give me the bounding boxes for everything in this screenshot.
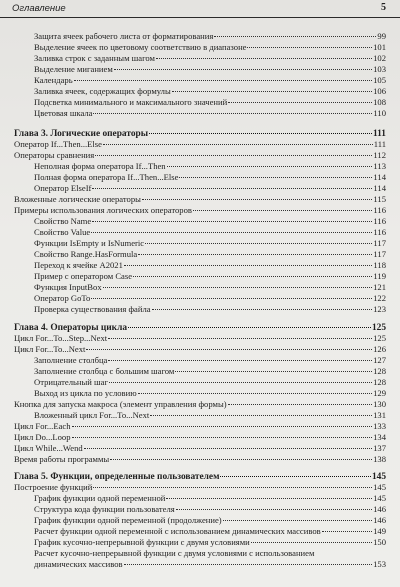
dot-leader bbox=[95, 154, 372, 156]
toc-entry bbox=[14, 432, 386, 443]
toc-entry-title: Подсветка минимального и максимального значений bbox=[34, 97, 228, 107]
toc-entry-title: Вложенные логические операторы bbox=[14, 194, 141, 204]
toc-entry-title: Глава 4. Операторы цикла bbox=[14, 323, 128, 333]
toc-entry-page-number: 128 bbox=[373, 377, 386, 387]
toc-entry bbox=[34, 227, 386, 238]
toc-entry-title: Свойство Name bbox=[34, 216, 92, 226]
toc-entry-title: Полная форма оператора If...Then...Else bbox=[34, 172, 179, 182]
toc-entry-title: Выделение ячеек по цветовому соответствию в диапазоне bbox=[34, 42, 247, 52]
toc-entry bbox=[34, 515, 386, 526]
toc-entry-title: Заливка строк с заданным шагом bbox=[34, 53, 155, 63]
toc-entry-page-number: 123 bbox=[373, 304, 386, 314]
dot-leader bbox=[103, 286, 372, 288]
toc-entry-title: Глава 3. Логические операторы bbox=[14, 129, 149, 139]
toc-entry-page-number: 125 bbox=[373, 333, 386, 343]
toc-entry bbox=[34, 64, 386, 75]
dot-leader bbox=[84, 447, 372, 449]
toc-entry bbox=[34, 377, 386, 388]
toc-entry-page-number: 115 bbox=[373, 194, 386, 204]
toc-entry bbox=[34, 537, 386, 548]
toc-entry-page-number: 108 bbox=[373, 97, 386, 107]
toc-entry-page-number: 150 bbox=[373, 537, 386, 547]
toc-entry-title: График функции одной переменной bbox=[34, 493, 166, 503]
toc-entry bbox=[34, 75, 386, 86]
toc-entry-page-number: 128 bbox=[373, 366, 386, 376]
toc-entry-page-number: 153 bbox=[373, 559, 386, 569]
toc-entry-title: Вложенный цикл For...To...Next bbox=[34, 410, 150, 420]
toc-entry-title: Глава 5. Функции, определенные пользователем bbox=[14, 472, 220, 482]
dot-leader bbox=[124, 563, 373, 565]
toc-entry-title: Цикл Do...Loop bbox=[14, 432, 71, 442]
toc-entry bbox=[34, 293, 386, 304]
toc-entry-page-number: 138 bbox=[373, 454, 386, 464]
toc-entry-page-number: 121 bbox=[373, 282, 386, 292]
toc-entry-title: Свойство Value bbox=[34, 227, 91, 237]
toc-entry bbox=[34, 388, 386, 399]
toc-entry bbox=[34, 548, 386, 559]
toc-entry-page-number: 111 bbox=[372, 129, 386, 139]
dot-leader bbox=[167, 165, 373, 167]
dot-leader bbox=[93, 486, 372, 488]
toc-entry-title: Цикл For...Each bbox=[14, 421, 71, 431]
dot-leader bbox=[124, 264, 373, 266]
dot-leader bbox=[108, 359, 372, 361]
toc-entry-page-number: 146 bbox=[373, 515, 386, 525]
toc-entry-title: Время работы программы bbox=[14, 454, 110, 464]
toc-entry bbox=[14, 443, 386, 454]
toc-entry-title: Построение функций bbox=[14, 482, 93, 492]
toc-entry-page-number: 114 bbox=[373, 183, 386, 193]
toc-entry bbox=[34, 31, 386, 42]
dot-leader bbox=[72, 425, 373, 427]
toc-entry bbox=[34, 260, 386, 271]
dot-leader bbox=[223, 519, 372, 521]
dot-leader bbox=[110, 458, 372, 460]
toc-entry-title: Оператор ElseIf bbox=[34, 183, 92, 193]
toc-entry-page-number: 118 bbox=[373, 260, 386, 270]
toc-entry-page-number: 146 bbox=[373, 504, 386, 514]
toc-entry-page-number: 106 bbox=[373, 86, 386, 96]
toc-entry-page-number: 137 bbox=[373, 443, 386, 453]
toc-entry-title: Примеры использования логических операторов bbox=[14, 205, 192, 215]
toc-entry-title: Структура кода функции пользователя bbox=[34, 504, 175, 514]
toc-entry-page-number: 113 bbox=[373, 161, 386, 171]
toc-entry-title: динамических массивов bbox=[34, 559, 123, 569]
toc-entry-page-number: 149 bbox=[373, 526, 386, 536]
toc-entry bbox=[34, 42, 386, 53]
toc-entry-title: Цикл For...To...Next bbox=[14, 344, 86, 354]
toc-entry-page-number: 116 bbox=[373, 205, 386, 215]
toc-entry-page-number: 133 bbox=[373, 421, 386, 431]
toc-entry bbox=[34, 504, 386, 515]
dot-leader bbox=[193, 209, 372, 211]
running-header-page-number: 5 bbox=[381, 2, 386, 13]
toc-entry-page-number: 117 bbox=[373, 249, 386, 259]
toc-entry-title: Функции IsEmpty и IsNumeric bbox=[34, 238, 145, 248]
toc-entry bbox=[14, 344, 386, 355]
dot-leader bbox=[220, 475, 370, 477]
dot-leader bbox=[86, 348, 372, 350]
toc-entry-title: Заполнение столбца с большим шагом bbox=[34, 366, 175, 376]
dot-leader bbox=[108, 337, 372, 339]
toc-entry bbox=[14, 205, 386, 216]
dot-leader bbox=[93, 112, 372, 114]
toc-entry-title: Цикл For...To...Step...Next bbox=[14, 333, 108, 343]
toc-entry bbox=[34, 97, 386, 108]
dot-leader bbox=[92, 187, 372, 189]
toc-entry bbox=[34, 216, 386, 227]
toc-entry-title: График функции одной переменной (продолжение) bbox=[34, 515, 222, 525]
dot-leader bbox=[150, 414, 372, 416]
toc-entry-title: Оператор GoTo bbox=[34, 293, 91, 303]
dot-leader bbox=[114, 68, 372, 70]
toc-entry bbox=[34, 559, 386, 570]
dot-leader bbox=[109, 381, 372, 383]
toc-entry bbox=[14, 454, 386, 465]
toc-entry-page-number: 116 bbox=[373, 227, 386, 237]
toc-entry bbox=[14, 194, 386, 205]
toc-entry bbox=[34, 161, 386, 172]
toc-entry bbox=[34, 108, 386, 119]
toc-entry bbox=[14, 482, 386, 493]
toc-entry-page-number: 101 bbox=[373, 42, 386, 52]
dot-leader bbox=[145, 242, 372, 244]
toc-entry-title: Проверка существования файла bbox=[34, 304, 151, 314]
toc-entry-page-number: 129 bbox=[373, 388, 386, 398]
toc-entry-title: Оператор If...Then...Else bbox=[14, 139, 102, 149]
dot-leader bbox=[228, 403, 373, 405]
toc-entry-page-number: 119 bbox=[373, 271, 386, 281]
dot-leader bbox=[92, 220, 372, 222]
toc-entry-page-number: 102 bbox=[373, 53, 386, 63]
toc-entry-page-number: 110 bbox=[373, 108, 386, 118]
toc-entry bbox=[34, 238, 386, 249]
toc-entry bbox=[14, 399, 386, 410]
toc-entry-page-number: 145 bbox=[371, 472, 386, 482]
toc-entry bbox=[14, 333, 386, 344]
toc-entry-title: Выход из цикла по условию bbox=[34, 388, 137, 398]
running-header-title: Оглавление bbox=[12, 3, 66, 14]
toc-entry-page-number: 131 bbox=[373, 410, 386, 420]
toc-entry-title: Кнопка для запуска макроса (элемент управления формы) bbox=[14, 399, 227, 409]
dot-leader bbox=[156, 57, 372, 59]
toc-entry-page-number: 103 bbox=[373, 64, 386, 74]
toc-entry-title: Пример с оператором Case bbox=[34, 271, 133, 281]
toc-entry-page-number: 105 bbox=[373, 75, 386, 85]
toc-entry-title: Заливка ячеек, содержащих формулы bbox=[34, 86, 171, 96]
dot-leader bbox=[138, 253, 372, 255]
toc-entry-title: Цветовая шкала bbox=[34, 108, 93, 118]
toc-entry-page-number: 134 bbox=[373, 432, 386, 442]
toc-entry bbox=[34, 410, 386, 421]
toc-entry-title: Расчет функции одной переменной с использованием динамических массивов bbox=[34, 526, 321, 536]
toc-entry-page-number: 116 bbox=[373, 216, 386, 226]
toc-entry-page-number: 145 bbox=[373, 482, 386, 492]
dot-leader bbox=[91, 231, 372, 233]
toc-entry bbox=[34, 86, 386, 97]
dot-leader bbox=[228, 101, 372, 103]
toc-entry-title: Цикл While...Wend bbox=[14, 443, 83, 453]
dot-leader bbox=[251, 541, 372, 543]
dot-leader bbox=[142, 198, 373, 200]
dot-leader bbox=[149, 132, 372, 134]
toc-entry-page-number: 114 bbox=[373, 172, 386, 182]
toc-entry bbox=[34, 493, 386, 504]
dot-leader bbox=[133, 275, 372, 277]
toc-entry bbox=[14, 139, 386, 150]
dot-leader bbox=[74, 79, 372, 81]
dot-leader bbox=[91, 297, 372, 299]
toc-entry-page-number: 130 bbox=[373, 399, 386, 409]
dot-leader bbox=[72, 436, 373, 438]
toc-entry bbox=[34, 526, 386, 537]
toc-entry-page-number: 122 bbox=[373, 293, 386, 303]
dot-leader bbox=[138, 392, 372, 394]
toc-entry-page-number: 125 bbox=[371, 323, 386, 333]
toc-entry-page-number: 145 bbox=[373, 493, 386, 503]
dot-leader bbox=[166, 497, 372, 499]
toc-entry-title: Свойство Range.HasFormula bbox=[34, 249, 138, 259]
dot-leader bbox=[103, 143, 373, 145]
toc-entry-title: Переход к ячейке A2021 bbox=[34, 260, 123, 270]
toc-entry-page-number: 99 bbox=[377, 31, 386, 41]
toc-entry bbox=[34, 282, 386, 293]
toc-entry bbox=[14, 150, 386, 161]
dot-leader bbox=[179, 176, 372, 178]
dot-leader bbox=[176, 508, 372, 510]
toc-entry bbox=[34, 304, 386, 315]
dot-leader bbox=[247, 46, 372, 48]
toc-entry bbox=[34, 172, 386, 183]
dot-leader bbox=[172, 90, 372, 92]
toc-entry-page-number: 127 bbox=[373, 355, 386, 365]
toc-entry-title: Календарь bbox=[34, 75, 73, 85]
toc-entry bbox=[34, 53, 386, 64]
dot-leader bbox=[175, 370, 372, 372]
toc-entry bbox=[34, 249, 386, 260]
toc-entry-title: График кусочно-непрерывной функции с двумя условиями bbox=[34, 537, 250, 547]
toc-entry bbox=[34, 355, 386, 366]
toc-entry-title: Защита ячеек рабочего листа от форматирования bbox=[34, 31, 214, 41]
toc-entry bbox=[34, 366, 386, 377]
toc-entry-title: Выделение миганием bbox=[34, 64, 113, 74]
toc-entry-title: Неполная форма оператора If...Then bbox=[34, 161, 166, 171]
dot-leader bbox=[322, 530, 372, 532]
toc-entry-title: Отрицательный шаг bbox=[34, 377, 109, 387]
toc-entry bbox=[34, 183, 386, 194]
dot-leader bbox=[128, 326, 371, 328]
toc-entry bbox=[14, 421, 386, 432]
toc-entry-page-number: 126 bbox=[373, 344, 386, 354]
toc-entry-title: Операторы сравнения bbox=[14, 150, 95, 160]
toc-entry-page-number: 112 bbox=[373, 150, 386, 160]
toc-entry-title: Функция InputBox bbox=[34, 282, 102, 292]
dot-leader bbox=[214, 35, 376, 37]
toc-entry-page-number: 117 bbox=[373, 238, 386, 248]
toc-entry-title: Расчет кусочно-непрерывной функции с двумя условиями с использованием bbox=[34, 548, 315, 558]
toc-entry-page-number: 111 bbox=[373, 139, 386, 149]
toc-entry bbox=[34, 271, 386, 282]
dot-leader bbox=[152, 308, 373, 310]
toc-entry-title: Заполнение столбца bbox=[34, 355, 108, 365]
